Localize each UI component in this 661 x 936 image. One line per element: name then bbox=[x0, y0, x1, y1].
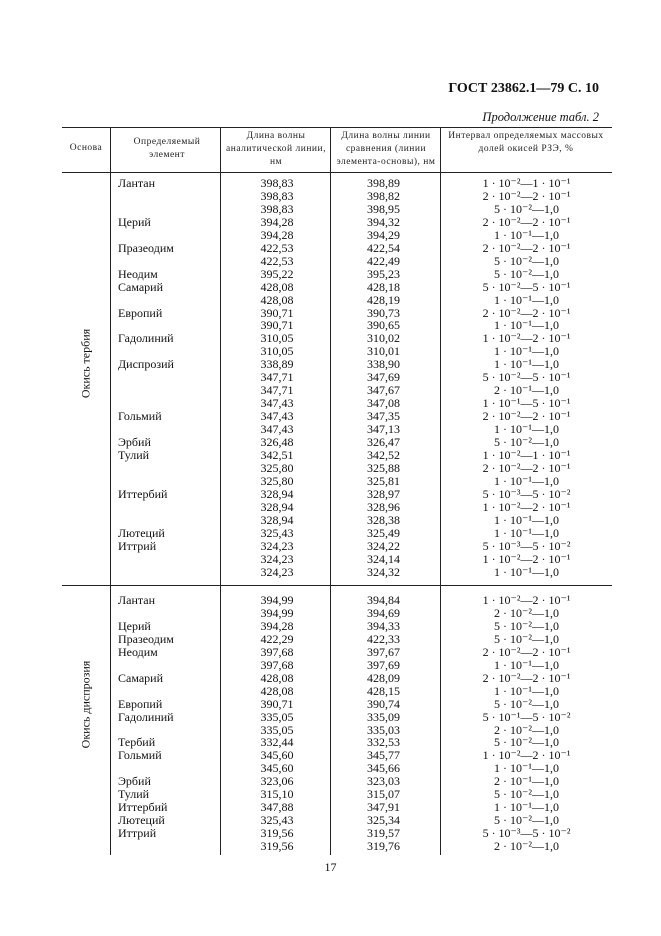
table-row bbox=[0, 607, 661, 620]
analytical-wavelength-cell: 342,51 bbox=[260, 447, 294, 462]
analytical-wavelength-cell: 397,68 bbox=[260, 657, 294, 672]
element-cell: Неодим bbox=[118, 644, 158, 659]
interval-cell: 1 · 10⁻¹—1,0 bbox=[494, 683, 559, 698]
comparison-wavelength-cell: 319,57 bbox=[367, 826, 400, 841]
col-header-element: Определяемый элемент bbox=[133, 137, 201, 160]
standard-header: ГОСТ 23862.1—79 С. 10 bbox=[448, 81, 599, 96]
element-cell: Церий bbox=[118, 618, 151, 633]
comparison-wavelength-cell: 398,95 bbox=[367, 201, 400, 216]
element-cell: Самарий bbox=[118, 670, 164, 685]
comparison-wavelength-cell: 345,66 bbox=[367, 761, 400, 776]
comparison-wavelength-cell: 347,67 bbox=[367, 383, 400, 398]
interval-cell: 1 · 10⁻¹—1,0 bbox=[494, 525, 559, 540]
comparison-wavelength-cell: 428,15 bbox=[367, 683, 400, 698]
interval-cell: 1 · 10⁻¹—5 · 10⁻¹ bbox=[482, 396, 571, 411]
table-row bbox=[0, 633, 661, 646]
table-top-rule bbox=[62, 127, 612, 128]
comparison-wavelength-cell: 347,35 bbox=[367, 409, 400, 424]
comparison-wavelength-cell: 390,73 bbox=[367, 305, 400, 320]
element-cell: Неодим bbox=[118, 266, 158, 281]
interval-cell: 1 · 10⁻¹—1,0 bbox=[494, 292, 559, 307]
continuation-note: Продолжение табл. 2 bbox=[482, 110, 599, 124]
page-number: 17 bbox=[324, 860, 337, 874]
interval-cell: 5 · 10⁻²—1,0 bbox=[494, 813, 559, 828]
analytical-wavelength-cell: 394,28 bbox=[260, 214, 294, 229]
analytical-wavelength-cell: 395,22 bbox=[260, 266, 294, 281]
comparison-wavelength-cell: 325,34 bbox=[367, 813, 400, 828]
interval-cell: 2 · 10⁻¹—1,0 bbox=[494, 774, 559, 789]
interval-cell: 2 · 10⁻²—2 · 10⁻¹ bbox=[482, 188, 571, 203]
interval-cell: 1 · 10⁻²—2 · 10⁻¹ bbox=[482, 748, 571, 763]
comparison-wavelength-cell: 328,96 bbox=[367, 499, 400, 514]
analytical-wavelength-cell: 347,43 bbox=[260, 409, 294, 424]
comparison-wavelength-cell: 338,90 bbox=[367, 357, 400, 372]
comparison-wavelength-cell: 347,91 bbox=[367, 800, 400, 815]
analytical-wavelength-cell: 325,80 bbox=[260, 473, 294, 488]
interval-cell: 5 · 10⁻²—1,0 bbox=[494, 631, 559, 646]
interval-cell: 1 · 10⁻¹—1,0 bbox=[494, 512, 559, 527]
analytical-wavelength-cell: 328,94 bbox=[260, 499, 294, 514]
comparison-wavelength-cell: 325,81 bbox=[367, 473, 400, 488]
interval-cell: 1 · 10⁻¹—1,0 bbox=[494, 564, 559, 579]
interval-cell: 1 · 10⁻¹—1,0 bbox=[494, 344, 559, 359]
table-row bbox=[0, 711, 661, 724]
comparison-wavelength-cell: 428,18 bbox=[367, 279, 400, 294]
element-cell: Европий bbox=[118, 696, 163, 711]
col-header-comparison-line: Длина волны линии сравнения (линии элемента-основы), нм bbox=[336, 131, 436, 167]
analytical-wavelength-cell: 390,71 bbox=[260, 305, 294, 320]
section-label-terbium: Окись тербия bbox=[78, 328, 93, 399]
analytical-wavelength-cell: 428,08 bbox=[260, 292, 294, 307]
table-row bbox=[0, 190, 661, 203]
interval-cell: 1 · 10⁻¹—1,0 bbox=[494, 318, 559, 333]
comparison-wavelength-cell: 394,32 bbox=[367, 214, 400, 229]
table-row bbox=[0, 294, 661, 307]
interval-cell: 5 · 10⁻³—5 · 10⁻² bbox=[482, 486, 571, 501]
element-cell: Церий bbox=[118, 214, 151, 229]
interval-cell: 5 · 10⁻²—1,0 bbox=[494, 618, 559, 633]
comparison-wavelength-cell: 422,54 bbox=[367, 240, 400, 255]
table-row bbox=[0, 488, 661, 501]
analytical-wavelength-cell: 428,08 bbox=[260, 279, 294, 294]
element-cell: Лантан bbox=[118, 176, 156, 190]
interval-cell: 5 · 10⁻¹—5 · 10⁻² bbox=[482, 709, 571, 724]
table-row bbox=[0, 501, 661, 514]
analytical-wavelength-cell: 328,94 bbox=[260, 486, 294, 501]
analytical-wavelength-cell: 323,06 bbox=[260, 774, 294, 789]
comparison-wavelength-cell: 390,74 bbox=[367, 696, 400, 711]
analytical-wavelength-cell: 398,83 bbox=[260, 188, 294, 203]
analytical-wavelength-cell: 347,43 bbox=[260, 396, 294, 411]
analytical-wavelength-cell: 398,83 bbox=[260, 201, 294, 216]
analytical-wavelength-cell: 345,60 bbox=[260, 748, 294, 763]
comparison-wavelength-cell: 332,53 bbox=[367, 735, 400, 750]
interval-cell: 2 · 10⁻²—2 · 10⁻¹ bbox=[482, 214, 571, 229]
comparison-wavelength-cell: 335,03 bbox=[367, 722, 400, 737]
element-cell: Иттрий bbox=[118, 826, 157, 841]
element-cell: Эрбий bbox=[118, 435, 151, 449]
element-cell: Иттербий bbox=[118, 800, 168, 815]
table-row bbox=[0, 345, 661, 358]
interval-cell: 5 · 10⁻²—1,0 bbox=[494, 266, 559, 281]
element-cell: Диспрозий bbox=[118, 357, 174, 372]
col-header-analytical-line: Длина волны аналитической линии, нм bbox=[226, 131, 326, 167]
interval-cell: 2 · 10⁻²—2 · 10⁻¹ bbox=[482, 460, 571, 475]
element-cell: Тулий bbox=[118, 787, 150, 802]
analytical-wavelength-cell: 315,10 bbox=[260, 787, 294, 802]
col-header-base: Основа bbox=[69, 143, 103, 153]
table-row bbox=[0, 281, 661, 294]
interval-cell: 5 · 10⁻²—1,0 bbox=[494, 735, 559, 750]
table-row bbox=[0, 827, 661, 840]
comparison-wavelength-cell: 398,89 bbox=[367, 176, 400, 190]
interval-cell: 2 · 10⁻²—1,0 bbox=[494, 605, 559, 620]
interval-cell: 1 · 10⁻¹—1,0 bbox=[494, 422, 559, 437]
element-cell: Лантан bbox=[118, 593, 156, 607]
table-row bbox=[0, 527, 661, 540]
table-row bbox=[0, 410, 661, 423]
table-row bbox=[0, 307, 661, 320]
interval-cell: 1 · 10⁻²—2 · 10⁻¹ bbox=[482, 331, 571, 346]
comparison-wavelength-cell: 428,09 bbox=[367, 670, 400, 685]
element-cell: Иттербий bbox=[118, 486, 168, 501]
table-row bbox=[0, 255, 661, 268]
comparison-wavelength-cell: 328,38 bbox=[367, 512, 400, 527]
analytical-wavelength-cell: 390,71 bbox=[260, 318, 294, 333]
interval-cell: 2 · 10⁻¹—1,0 bbox=[494, 383, 559, 398]
comparison-wavelength-cell: 326,47 bbox=[367, 435, 400, 449]
section-label-dysprosium: Окись диспрозия bbox=[78, 660, 93, 749]
comparison-wavelength-cell: 345,77 bbox=[367, 748, 400, 763]
table-row bbox=[0, 553, 661, 566]
comparison-wavelength-cell: 397,67 bbox=[367, 644, 400, 659]
analytical-wavelength-cell: 398,83 bbox=[260, 176, 294, 190]
table-row bbox=[0, 594, 661, 607]
element-cell: Лютеций bbox=[118, 813, 165, 828]
interval-cell: 2 · 10⁻²—1,0 bbox=[494, 839, 559, 854]
comparison-wavelength-cell: 319,76 bbox=[367, 839, 400, 854]
analytical-wavelength-cell: 328,94 bbox=[260, 512, 294, 527]
comparison-wavelength-cell: 422,33 bbox=[367, 631, 400, 646]
table-row bbox=[0, 659, 661, 672]
interval-cell: 5 · 10⁻³—5 · 10⁻² bbox=[482, 826, 571, 841]
table-row bbox=[0, 620, 661, 633]
table-row bbox=[0, 840, 661, 853]
table-row bbox=[0, 698, 661, 711]
interval-cell: 1 · 10⁻²—1 · 10⁻¹ bbox=[482, 447, 571, 462]
table-row bbox=[0, 566, 661, 579]
comparison-wavelength-cell: 328,97 bbox=[367, 486, 400, 501]
analytical-wavelength-cell: 345,60 bbox=[260, 761, 294, 776]
header-bottom-rule bbox=[62, 172, 612, 173]
element-cell: Тулий bbox=[118, 447, 150, 462]
element-cell: Гольмий bbox=[118, 409, 162, 424]
element-cell: Эрбий bbox=[118, 774, 151, 789]
comparison-wavelength-cell: 422,49 bbox=[367, 253, 400, 268]
analytical-wavelength-cell: 428,08 bbox=[260, 683, 294, 698]
analytical-wavelength-cell: 397,68 bbox=[260, 644, 294, 659]
analytical-wavelength-cell: 422,29 bbox=[260, 631, 294, 646]
comparison-wavelength-cell: 325,88 bbox=[367, 460, 400, 475]
interval-cell: 1 · 10⁻¹—1,0 bbox=[494, 473, 559, 488]
analytical-wavelength-cell: 394,28 bbox=[260, 618, 294, 633]
element-cell: Празеодим bbox=[118, 240, 174, 255]
analytical-wavelength-cell: 394,99 bbox=[260, 593, 294, 607]
table-row bbox=[0, 801, 661, 814]
analytical-wavelength-cell: 394,28 bbox=[260, 227, 294, 242]
element-cell: Гадолиний bbox=[118, 709, 174, 724]
comparison-wavelength-cell: 347,13 bbox=[367, 422, 400, 437]
analytical-wavelength-cell: 347,71 bbox=[260, 370, 294, 385]
comparison-wavelength-cell: 324,22 bbox=[367, 538, 400, 553]
analytical-wavelength-cell: 325,80 bbox=[260, 460, 294, 475]
analytical-wavelength-cell: 422,53 bbox=[260, 253, 294, 268]
analytical-wavelength-cell: 390,71 bbox=[260, 696, 294, 711]
analytical-wavelength-cell: 324,23 bbox=[260, 538, 294, 553]
interval-cell: 2 · 10⁻²—2 · 10⁻¹ bbox=[482, 305, 571, 320]
comparison-wavelength-cell: 310,01 bbox=[367, 344, 400, 359]
element-cell: Гольмий bbox=[118, 748, 162, 763]
table-row bbox=[0, 672, 661, 685]
table-row bbox=[0, 540, 661, 553]
table-row bbox=[0, 462, 661, 475]
table-row bbox=[0, 332, 661, 345]
analytical-wavelength-cell: 324,23 bbox=[260, 551, 294, 566]
comparison-wavelength-cell: 394,69 bbox=[367, 605, 400, 620]
interval-cell: 1 · 10⁻¹—1,0 bbox=[494, 761, 559, 776]
interval-cell: 2 · 10⁻²—1,0 bbox=[494, 722, 559, 737]
interval-cell: 1 · 10⁻²—2 · 10⁻¹ bbox=[482, 499, 571, 514]
element-cell: Тербий bbox=[118, 735, 156, 750]
comparison-wavelength-cell: 395,23 bbox=[367, 266, 400, 281]
table-row bbox=[0, 762, 661, 775]
comparison-wavelength-cell: 342,52 bbox=[367, 447, 400, 462]
analytical-wavelength-cell: 422,53 bbox=[260, 240, 294, 255]
comparison-wavelength-cell: 325,49 bbox=[367, 525, 400, 540]
analytical-wavelength-cell: 347,88 bbox=[260, 800, 294, 815]
interval-cell: 1 · 10⁻¹—1,0 bbox=[494, 800, 559, 815]
interval-cell: 2 · 10⁻²—2 · 10⁻¹ bbox=[482, 409, 571, 424]
comparison-wavelength-cell: 335,09 bbox=[367, 709, 400, 724]
table-row bbox=[0, 685, 661, 698]
analytical-wavelength-cell: 347,71 bbox=[260, 383, 294, 398]
table-row bbox=[0, 475, 661, 488]
comparison-wavelength-cell: 397,69 bbox=[367, 657, 400, 672]
table-row bbox=[0, 724, 661, 737]
analytical-wavelength-cell: 338,89 bbox=[260, 357, 294, 372]
comparison-wavelength-cell: 347,69 bbox=[367, 370, 400, 385]
table-row bbox=[0, 371, 661, 384]
analytical-wavelength-cell: 335,05 bbox=[260, 709, 294, 724]
analytical-wavelength-cell: 428,08 bbox=[260, 670, 294, 685]
interval-cell: 5 · 10⁻²—1,0 bbox=[494, 435, 559, 449]
analytical-wavelength-cell: 310,05 bbox=[260, 344, 294, 359]
analytical-wavelength-cell: 319,56 bbox=[260, 826, 294, 841]
element-cell: Иттрий bbox=[118, 538, 157, 553]
table-row bbox=[0, 788, 661, 801]
comparison-wavelength-cell: 394,29 bbox=[367, 227, 400, 242]
comparison-wavelength-cell: 323,03 bbox=[367, 774, 400, 789]
interval-cell: 2 · 10⁻²—2 · 10⁻¹ bbox=[482, 240, 571, 255]
table-row bbox=[0, 242, 661, 255]
interval-cell: 1 · 10⁻²—2 · 10⁻¹ bbox=[482, 593, 571, 607]
comparison-wavelength-cell: 310,02 bbox=[367, 331, 400, 346]
interval-cell: 5 · 10⁻²—1,0 bbox=[494, 201, 559, 216]
element-cell: Европий bbox=[118, 305, 163, 320]
interval-cell: 1 · 10⁻²—1 · 10⁻¹ bbox=[482, 176, 571, 190]
analytical-wavelength-cell: 347,43 bbox=[260, 422, 294, 437]
interval-cell: 5 · 10⁻²—1,0 bbox=[494, 253, 559, 268]
analytical-wavelength-cell: 332,44 bbox=[260, 735, 294, 750]
element-cell: Празеодим bbox=[118, 631, 174, 646]
analytical-wavelength-cell: 326,48 bbox=[260, 435, 294, 449]
comparison-wavelength-cell: 315,07 bbox=[367, 787, 400, 802]
interval-cell: 1 · 10⁻²—2 · 10⁻¹ bbox=[482, 551, 571, 566]
comparison-wavelength-cell: 428,19 bbox=[367, 292, 400, 307]
interval-cell: 5 · 10⁻²—5 · 10⁻¹ bbox=[482, 279, 571, 294]
comparison-wavelength-cell: 394,84 bbox=[367, 593, 400, 607]
table-row bbox=[0, 203, 661, 216]
table-row bbox=[0, 749, 661, 762]
interval-cell: 5 · 10⁻²—5 · 10⁻¹ bbox=[482, 370, 571, 385]
interval-cell: 1 · 10⁻¹—1,0 bbox=[494, 227, 559, 242]
interval-cell: 1 · 10⁻¹—1,0 bbox=[494, 657, 559, 672]
table-row bbox=[0, 268, 661, 281]
analytical-wavelength-cell: 325,43 bbox=[260, 525, 294, 540]
interval-cell: 5 · 10⁻²—1,0 bbox=[494, 696, 559, 711]
comparison-wavelength-cell: 324,14 bbox=[367, 551, 400, 566]
analytical-wavelength-cell: 394,99 bbox=[260, 605, 294, 620]
interval-cell: 5 · 10⁻³—5 · 10⁻² bbox=[482, 538, 571, 553]
table-row bbox=[0, 775, 661, 788]
table-row bbox=[0, 216, 661, 229]
comparison-wavelength-cell: 324,32 bbox=[367, 564, 400, 579]
analytical-wavelength-cell: 319,56 bbox=[260, 839, 294, 854]
comparison-wavelength-cell: 394,33 bbox=[367, 618, 400, 633]
element-cell: Лютеций bbox=[118, 525, 165, 540]
comparison-wavelength-cell: 347,08 bbox=[367, 396, 400, 411]
interval-cell: 2 · 10⁻²—2 · 10⁻¹ bbox=[482, 644, 571, 659]
analytical-wavelength-cell: 324,23 bbox=[260, 564, 294, 579]
element-cell: Гадолиний bbox=[118, 331, 174, 346]
analytical-wavelength-cell: 310,05 bbox=[260, 331, 294, 346]
col-header-interval: Интервал определяемых массовых долей окисей РЗЭ, % bbox=[448, 131, 604, 154]
table-row bbox=[0, 449, 661, 462]
analytical-wavelength-cell: 335,05 bbox=[260, 722, 294, 737]
comparison-wavelength-cell: 398,82 bbox=[367, 188, 400, 203]
interval-cell: 2 · 10⁻²—2 · 10⁻¹ bbox=[482, 670, 571, 685]
analytical-wavelength-cell: 325,43 bbox=[260, 813, 294, 828]
table-row bbox=[0, 423, 661, 436]
table-row bbox=[0, 514, 661, 527]
section-separator-rule bbox=[62, 585, 612, 586]
element-cell: Самарий bbox=[118, 279, 164, 294]
table-row bbox=[0, 646, 661, 659]
interval-cell: 5 · 10⁻²—1,0 bbox=[494, 787, 559, 802]
comparison-wavelength-cell: 390,65 bbox=[367, 318, 400, 333]
interval-cell: 1 · 10⁻¹—1,0 bbox=[494, 357, 559, 372]
table-row bbox=[0, 229, 661, 242]
